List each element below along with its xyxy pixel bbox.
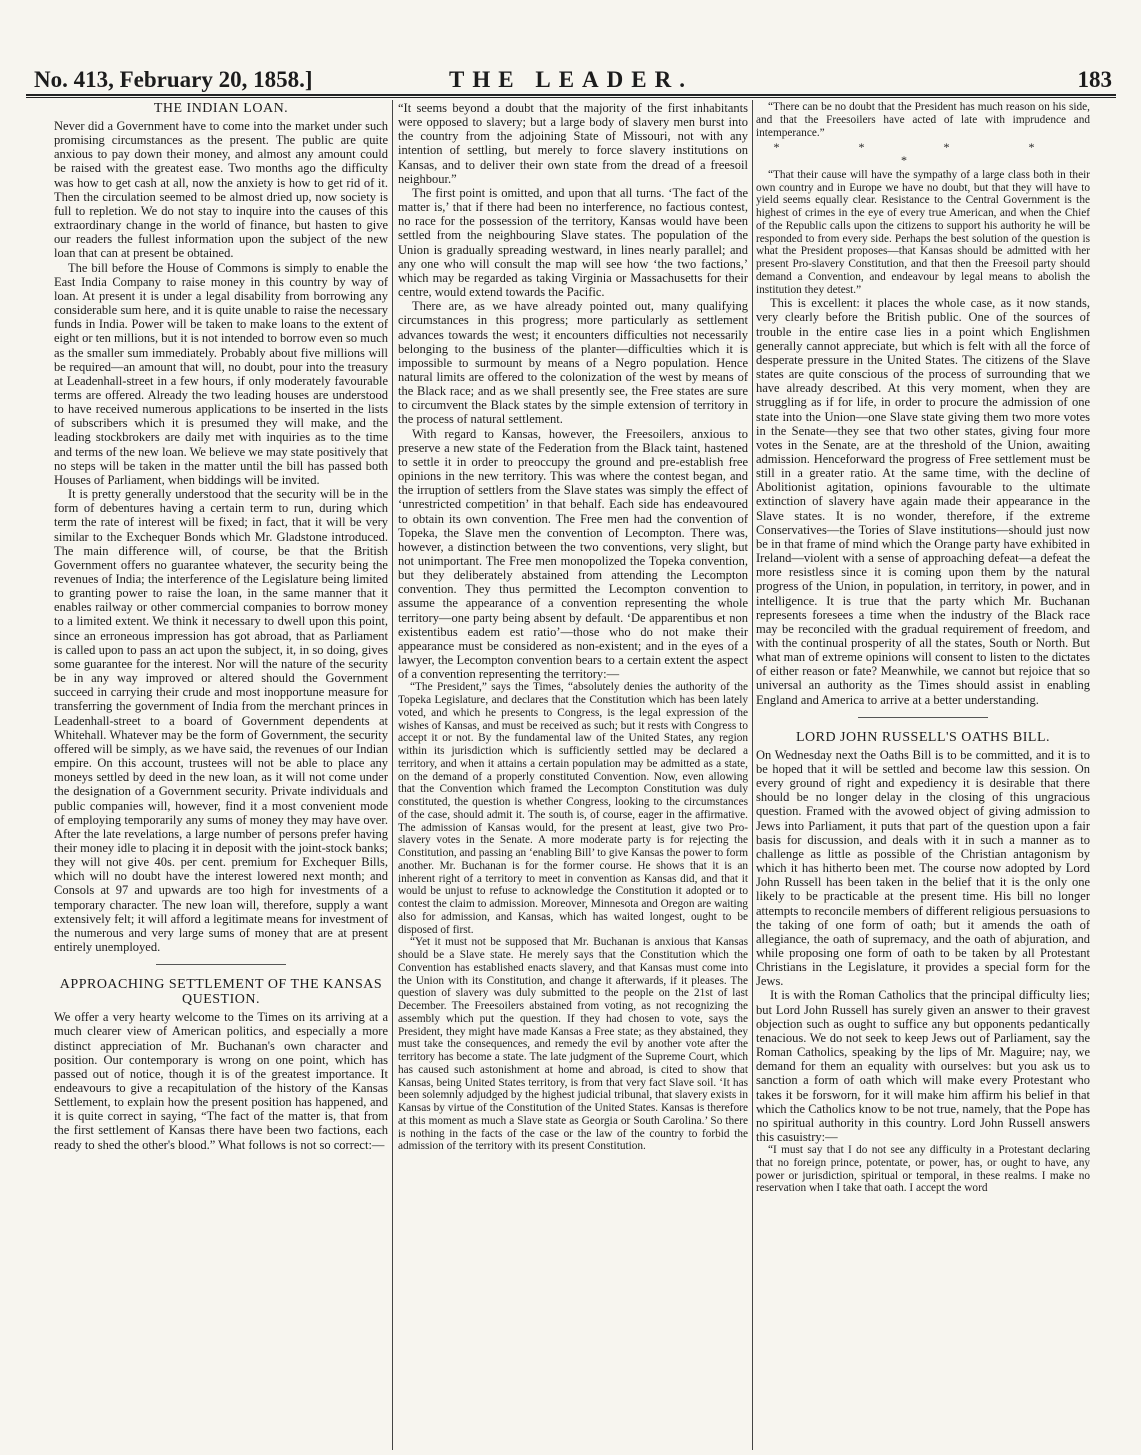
issue-date: No. 413, February 20, 1858.] <box>34 67 313 92</box>
page-number: 183 <box>1077 67 1112 92</box>
section-stars: * * * * * <box>773 140 1073 167</box>
column-1 <box>54 101 388 1451</box>
quote-paragraph: “Yet it must not be supposed that Mr. Buchanan is anxious that Kansas should be a Slave state. He merely says that the Constitution which the Convention has established enacts slavery, and that Kansas must come into the Union with its Constitution, and change it afterwards, if it pleases. The question of slavery was duly submitted to the people on the 21st of last December. The Freesoilers abstained from voting, as not recognizing the assembly which put the question. If they had chosen to vote, says the President, they might have made Kansas a Free state; as they abstained, they must take the consequences, and remedy the evil by another vote after the territory has become a state. The late judgment of the Supreme Court, which has caused such astonishment at home and abroad, is cited to show that Kansas, being United States territory, is from that very fact Slave soil. ‘It has been solemnly adjudged by the highest judicial tribunal, that slavery exists in Kansas by virtue of the Constitution of the United States. Kansas is therefore at this moment as much a Slave state as Georgia or South Carolina.’ So there is nothing in the facts of the case or the law of the country to forbid the admission of the territory with its present Constitution. <box>398 936 748 1153</box>
article-oaths-bill <box>756 730 1090 1195</box>
paragraph: The first point is omitted, and upon that all turns. ‘The fact of the matter is,’ that if there had been no interference, no factious contest, no race for the possession of the territory, Kansas would have been settled from the neighbouring Slave states. The population of the Union is gradually spreading westward, in lines nearly parallel; and any one who will consult the map will see how ‘the two factions,’ which may be regarded as taking Virginia or Massachusetts for their centre, would extend towards the Pacific. <box>398 185 748 300</box>
quote-paragraph: “I must say that I do not see any difficulty in a Protestant declaring that no foreign prince, potentate, or power, has, or ought to have, any power or jurisdiction, spiritual or temporal, in these realms. I make no reservation when I take that oath. I accept the word <box>756 1144 1090 1195</box>
quote-paragraph: “It seems beyond a doubt that the majority of the first inhabitants were opposed to slavery; but a large body of slavery men burst into the country from the adjoining State of Missouri, not with any intention of settling, but merely to force slavery institutions on Kansas, and to deliver their own state from the dread of a freesoil neighbour.” <box>398 101 748 186</box>
paragraph: It is pretty generally understood that the security will be in the form of debentures having a certain term to run, during which term the rate of interest will be fixed; in fact, that it will be very similar to the Exchequer Bonds which Mr. Gladstone introduced. The main difference will, of course, be that the British Government offers no guarantee whatever, the security being the revenues of India; the interference of the Legislature being limited to granting power to raise the loan, in the same manner that it enables railway or other commercial companies to borrow money to a limited extent. We think it necessary to dwell upon this point, since an erroneous impression has got abroad, that as Parliament is called upon to pass an act upon the subject, it, in so doing, gives some guarantee for the interest. Nor will the nature of the security be in any way improved or altered should the Government succeed in carrying their crude and most inopportune measure for transferring the government of India from the merchant princes in Leadenhall-street to a board of Government dependents at Whitehall. Whatever may be the form of Government, the security offered will be simply, as we have said, the revenues of our Indian empire. On this account, trustees will not be able to place any moneys settled by deed in the new loan, as it will not come under the designation of a Government security. Private individuals and public companies will, however, find it a most convenient mode of employing temporarily any sums of money they may have over. After the late revelations, a large number of persons prefer having their money idle to placing it in deposit with the joint-stock banks; they will not give 40s. per cent. premium for Exchequer Bills, which will no doubt have the interest lowered next month; and Consols at 97 and upwards are too high for investments of a temporary character. The new loan will, therefore, supply a want extensively felt; it will afford a legitimate means for investment of the numerous and very large sums of money that are at present entirely unemployed. <box>54 487 388 955</box>
quote-paragraph: “That their cause will have the sympathy of a large class both in their own country and in Europe we have no doubt, but that they will have to yield seems equally clear. Resistance to the Central Government is the highest of crimes in the eye of every true American, and when the Chief of the Republic calls upon the citizens to support his authority he will be responded to from every side. Perhaps the best solution of the question is what the President proposes—that Kansas should be admitted with her present Pro-slavery Constitution, and that then the Freesoil party should demand a Convention, and endeavour by legal means to abolish the institution they detest.” <box>756 168 1090 296</box>
paragraph: The bill before the House of Commons is simply to enable the East India Company to raise money in this country by way of loan. At present it is under a legal disability from borrowing any considerable sum here, and it is quite unable to raise the necessary funds in India. Power will be taken to make loans to the extent of eight or ten millions, but it is not intended to borrow even so much as the smaller sum immediately. Probably about five millions will be required—an amount that will, no doubt, pour into the treasury at Leadenhall-street in a few hours, if only moderately favourable terms are offered. Already the two leading houses are understood to have received numerous applications to be inserted in the lists of subscribers which it is presumed they will make, and the leading stockbrokers are daily met with inquiries as to the time and terms of the new loan. We believe we may state positively that no steps will be taken in the matter until the bill has passed both Houses of Parliament, when biddings will be invited. <box>54 260 388 487</box>
times-quotation-continued <box>756 101 1090 296</box>
paragraph: It is with the Roman Catholics that the principal difficulty lies; but Lord John Russell has surely given an answer to their gravest objection such as ought to suffice any but opponents pedantically tenacious. We do not seek to keep Jews out of Parliament, say the Roman Catholics, speaking by the lips of Mr. Maguire; nay, we demand for them an equality with ourselves: but you ask us to sanction a form of oath which will make every Protestant who takes it be forsworn, for it will make him affirm his belief in that which the Catholics know to be not true, namely, that the Pope has no spiritual authority in this country. Lord John Russell answers this casuistry:— <box>756 988 1090 1144</box>
article-title: THE INDIAN LOAN. <box>153 101 289 116</box>
article-divider <box>156 964 286 965</box>
page-header <box>26 66 1116 96</box>
article-kansas <box>54 977 388 1152</box>
times-quotation <box>398 681 748 1153</box>
article-indian-loan <box>54 101 388 954</box>
column-2 <box>398 101 748 1451</box>
paragraph: Never did a Government have to come into the market under such promising circumstances as the present. The public are quite anxious to pay down their money, and almost any amount could be raised with the greatest ease. Two months ago the difficulty was how to get cash at all, now the anxiety is how to get rid of it. Then the circulation seemed to be almost dried up, now society is full to repletion. We do not stay to inquire into the causes of this extraordinary change in the world of finance, but hasten to give our readers the fullest information upon the subject of the new loan that can at present be obtained. <box>54 119 388 261</box>
header-rule <box>26 97 1116 98</box>
article-divider <box>858 717 988 718</box>
paragraph: We offer a very hearty welcome to the Times on its arriving at a much clearer view of American politics, and especially a more distinct appreciation of Mr. Buchanan's own character and position. Our contemporary is wrong on one point, which has passed out of notice, though it is of the greatest importance. It endeavours to give a recapitulation of the history of the Kansas Settlement, to explain how the present position has happened, and it is quite correct in saying, “The fact of the matter is, that from the first settlement of Kansas there have been two factions, each ready to shed the other's blood.” What follows is not so correct:— <box>54 1010 388 1152</box>
paragraph: This is excellent: it places the whole case, as it now stands, very clearly before the British public. One of the sources of trouble in the entire case lies in a point which Englishmen generally cannot appreciate, but which is felt with all the force of desperate pressure in the United States. The citizens of the Slave states are quite conscious of the process of surrounding that we have already described. At this very moment, when they are struggling as if for life, in order to procure the admission of one state into the Union—one Slave state giving them two more votes in the Senate—they see that two other states, giving four more votes in the Senate, are at the threshold of the Union, awaiting admission. Henceforward the progress of Free settlement must be still in a greater ratio. At the same time, with the decline of Abolitionist agitation, opinions favourable to the ultimate extinction of slavery have again made their appearance in the Slave states. It is no wonder, therefore, if the extreme Conservatives—the Tories of Slave institutions—should just now be in that frame of mind which the Orange party have exhibited in Ireland—violent with a sense of approaching defeat—a defeat the more resistless since it is coming upon them by the natural progress of the Union, in population, in territory, in power, and in intelligence. It is true that the party which Mr. Buchanan represents foresees a time when the industry of the Black race may be reconciled with the gradual requirement of freedom, and with the continual prosperity of all the states, South or North. But what man of extreme opinions will consent to listen to the dictates of either reason or fate? Meanwhile, we cannot but rejoice that so universal an authority as the Times should assist in enabling England and America to arrive at a better understanding. <box>756 296 1090 707</box>
quote-paragraph: “There can be no doubt that the President has much reason on his side, and that the Freesoilers have acted of late with imprudence and intemperance.” <box>756 101 1090 139</box>
paragraph: On Wednesday next the Oaths Bill is to be committed, and it is to be hoped that it will be settled and become law this session. On every ground of right and expediency it is desirable that there should be no longer delay in the closing of this ungracious question. Framed with the avowed object of giving admission to Jews into Parliament, it puts that part of the question upon a fair basis for discussion, and deals with it in such a manner as to challenge as little as possible of the Christian antagonism by which it has hitherto been met. The course now adopted by Lord John Russell has been taken in the belief that it is the only one likely to be practicable at the present time. His bill no longer attempts to reconcile members of different religious persuasions to the taking of one form of oath; but it amends the oath of allegiance, the oath of supremacy, and the oath of abjuration, and while proposing one form of oath to be taken by all Protestant Christians in the Legislature, it provides a special form for the Jews. <box>756 747 1090 989</box>
column-3 <box>756 101 1090 1451</box>
article-title: APPROACHING SETTLEMENT OF THE KANSAS QUESTION. <box>59 977 383 1008</box>
column-rule <box>392 100 393 1450</box>
article-title: LORD JOHN RUSSELL'S OATHS BILL. <box>795 729 1051 745</box>
paragraph: With regard to Kansas, however, the Freesoilers, anxious to preserve a new state of the Federation from the Black taint, hastened to settle it in order to preoccupy the ground and pre-establish free opinions in the new territory. This was where the contest began, and the irruption of settlers from the Slave states was simply the effect of ‘unrestricted competition’ in that behalf. Each side has endeavoured to obtain its own convention. The Free men had the convention of Topeka, the Slave men the convention of Lecompton. There was, however, a distinction between the two conventions, very slight, but not unimportant. The Free men monopolized the Topeka convention, but they deliberately abstained from attending the Lecompton convention. They thus permitted the Lecompton convention to assume the appearance of a convention representing the whole territory—one party being absent by default. ‘De apparentibus et non existentibus eadem est ratio’—those who do not make their appearance must be considered as non-existent; and in the eyes of a lawyer, the Lecompton convention bears to a certain extent the aspect of a convention representing the territory:— <box>398 426 748 682</box>
paragraph: There are, as we have already pointed out, many qualifying circumstances in this progress; more particularly as settlement advances towards the west; it encounters difficulties not necessarily belonging to the business of the planter—difficulties which it is impossible to surmount by means of a Negro population. Hence natural limits are offered to the colonization of the west by means of the Black race; and as we shall presently see, the Free states are sure to circumvent the Black states by the simple extension of territory in the process of natural settlement. <box>398 299 748 427</box>
masthead: THE LEADER. <box>449 67 693 92</box>
quote-paragraph: “The President,” says the Times, “absolutely denies the authority of the Topeka Legislature, and declares that the Constitution which has been lately voted, and which he presents to Congress, is the legal expression of the wishes of Kansas, and must be received as such; but it rests with Congress to accept it or not. By the fundamental law of the United States, any region within its jurisdiction which is sufficiently settled may be declared a territory, and when it attains a certain population may be admitted as a state, on the demand of a properly constituted Convention. Now, even allowing that the Convention which framed the Lecompton Constitution was duly constituted, the question is whether Congress, looking to the circumstances of the case, should admit it. The south is, of course, eager in the affirmative. The admission of Kansas would, for the present at least, give two Pro-slavery votes in the Senate. A more moderate party is for rejecting the Constitution, and passing an ‘enabling Bill’ to give Kansas the power to form another. Mr. Buchanan is for the former course. He shows that it is an inherent right of a territory to meet in convention as Kansas did, and that it would be unjust to refuse to acknowledge the Constitution it adopted or to contest the claim to admission. Moreover, Minnesota and Oregon are waiting also for admission, and Kansas, which has waited longest, ought to be disposed of first. <box>398 681 748 936</box>
column-rule <box>752 100 753 1450</box>
russell-quotation <box>756 1144 1090 1195</box>
